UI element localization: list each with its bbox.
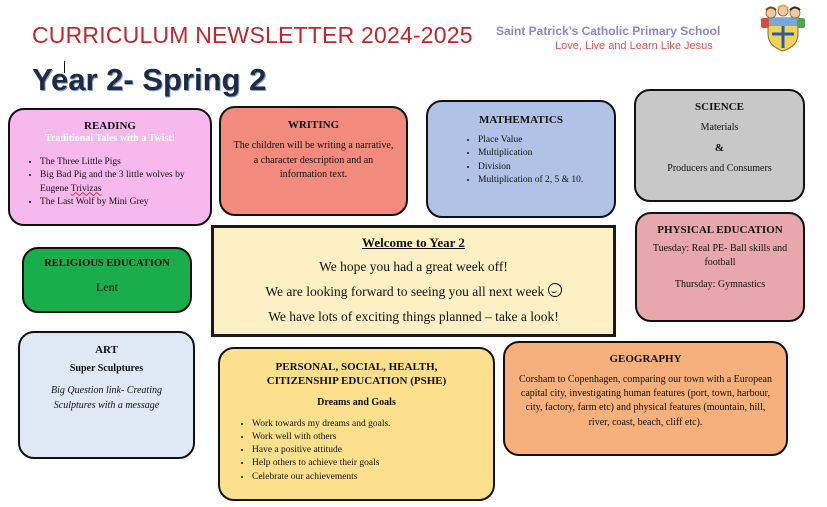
pshe-list [220, 418, 493, 484]
welcome-line3: We have lots of exciting things planned – take a look! [268, 308, 559, 324]
science-heading: SCIENCE [695, 101, 744, 113]
science-panel [634, 89, 805, 202]
school-motto: Love, Live and Learn Like Jesus [555, 40, 713, 52]
geography-text: Corsham to Copenhagen, comparing our town with a European capital city, investigating human features (port, town, harbour, city, factory, farm etc) and physical features (mountain, hill, river, coast, beach, cliff etc). [519, 374, 772, 428]
art-text: Big Question link- Creating Sculptures with a message [50, 385, 162, 411]
mathematics-panel [426, 100, 616, 218]
welcome-line2: We are looking forward to seeing you all next week [265, 284, 545, 300]
writing-text: The children will be writing a narrative, a character description and an information text. [233, 140, 394, 180]
art-subheading: Super Sculptures [69, 363, 144, 374]
maths-heading: MATHEMATICS [479, 114, 563, 126]
smiley-icon [548, 283, 562, 297]
maths-list [428, 134, 614, 187]
list-item: • Celebrate our achievements [252, 471, 493, 484]
pe-heading: PHYSICAL EDUCATION [657, 224, 783, 236]
art-panel [18, 331, 195, 459]
pshe-panel [218, 347, 495, 501]
newsletter-title: CURRICULUM NEWSLETTER 2024-2025 [32, 22, 473, 48]
pshe-heading: PERSONAL, SOCIAL, HEALTH, CITIZENSHIP EDUCATION (PSHE) [266, 361, 447, 387]
list-item: • Division [478, 161, 614, 174]
year-term-title: Year 2- Spring 2 [32, 62, 267, 97]
list-item: • Work well with others [252, 431, 493, 444]
reading-item-text: Big Bad Pig and the 3 little wolves by Eugene [40, 170, 185, 194]
list-item: • The Three Little Pigs [40, 156, 204, 169]
reading-heading: READING [84, 120, 136, 132]
list-item: • Multiplication [478, 147, 614, 160]
welcome-panel [211, 225, 616, 337]
welcome-line1: We hope you had a great week off! [319, 259, 508, 275]
religious-education-panel [22, 247, 192, 313]
science-line1: Materials [700, 122, 739, 133]
list-item: • Have a positive attitude [252, 444, 493, 457]
list-item [40, 169, 204, 196]
re-heading: RELIGIOUS EDUCATION [44, 258, 170, 269]
list-item: • Multiplication of 2, 5 & 10. [478, 174, 614, 187]
list-item: • Place Value [478, 134, 614, 147]
geography-panel [503, 341, 788, 456]
re-topic: Lent [96, 280, 118, 294]
list-item: • Work towards my dreams and goals. [252, 418, 493, 431]
author-surname: Trivizas [70, 183, 102, 194]
writing-panel [219, 106, 408, 216]
reading-theme: Traditional Tales with a Twist! [44, 133, 176, 144]
science-ampersand: & [714, 142, 725, 154]
physical-education-panel [635, 212, 805, 322]
pe-line2: Thursday: Gymnastics [674, 279, 766, 290]
writing-heading: WRITING [287, 119, 340, 131]
welcome-line2-row [214, 283, 613, 302]
pe-line1: Tuesday: Real PE- Ball skills and football [652, 243, 788, 268]
reading-list [10, 156, 210, 209]
art-heading: ART [95, 344, 118, 356]
welcome-heading: Welcome to Year 2 [362, 235, 465, 250]
school-name: Saint Patrick’s Catholic Primary School [496, 24, 721, 38]
science-line2: Producers and Consumers [667, 163, 772, 175]
school-crest-icon [758, 4, 808, 54]
geography-heading: GEOGRAPHY [609, 353, 682, 365]
list-item: • The Last Wolf by Mini Grey [40, 196, 204, 209]
list-item: • Help others to achieve their goals [252, 457, 493, 470]
reading-panel [8, 108, 212, 226]
pshe-subheading: Dreams and Goals [317, 396, 396, 408]
